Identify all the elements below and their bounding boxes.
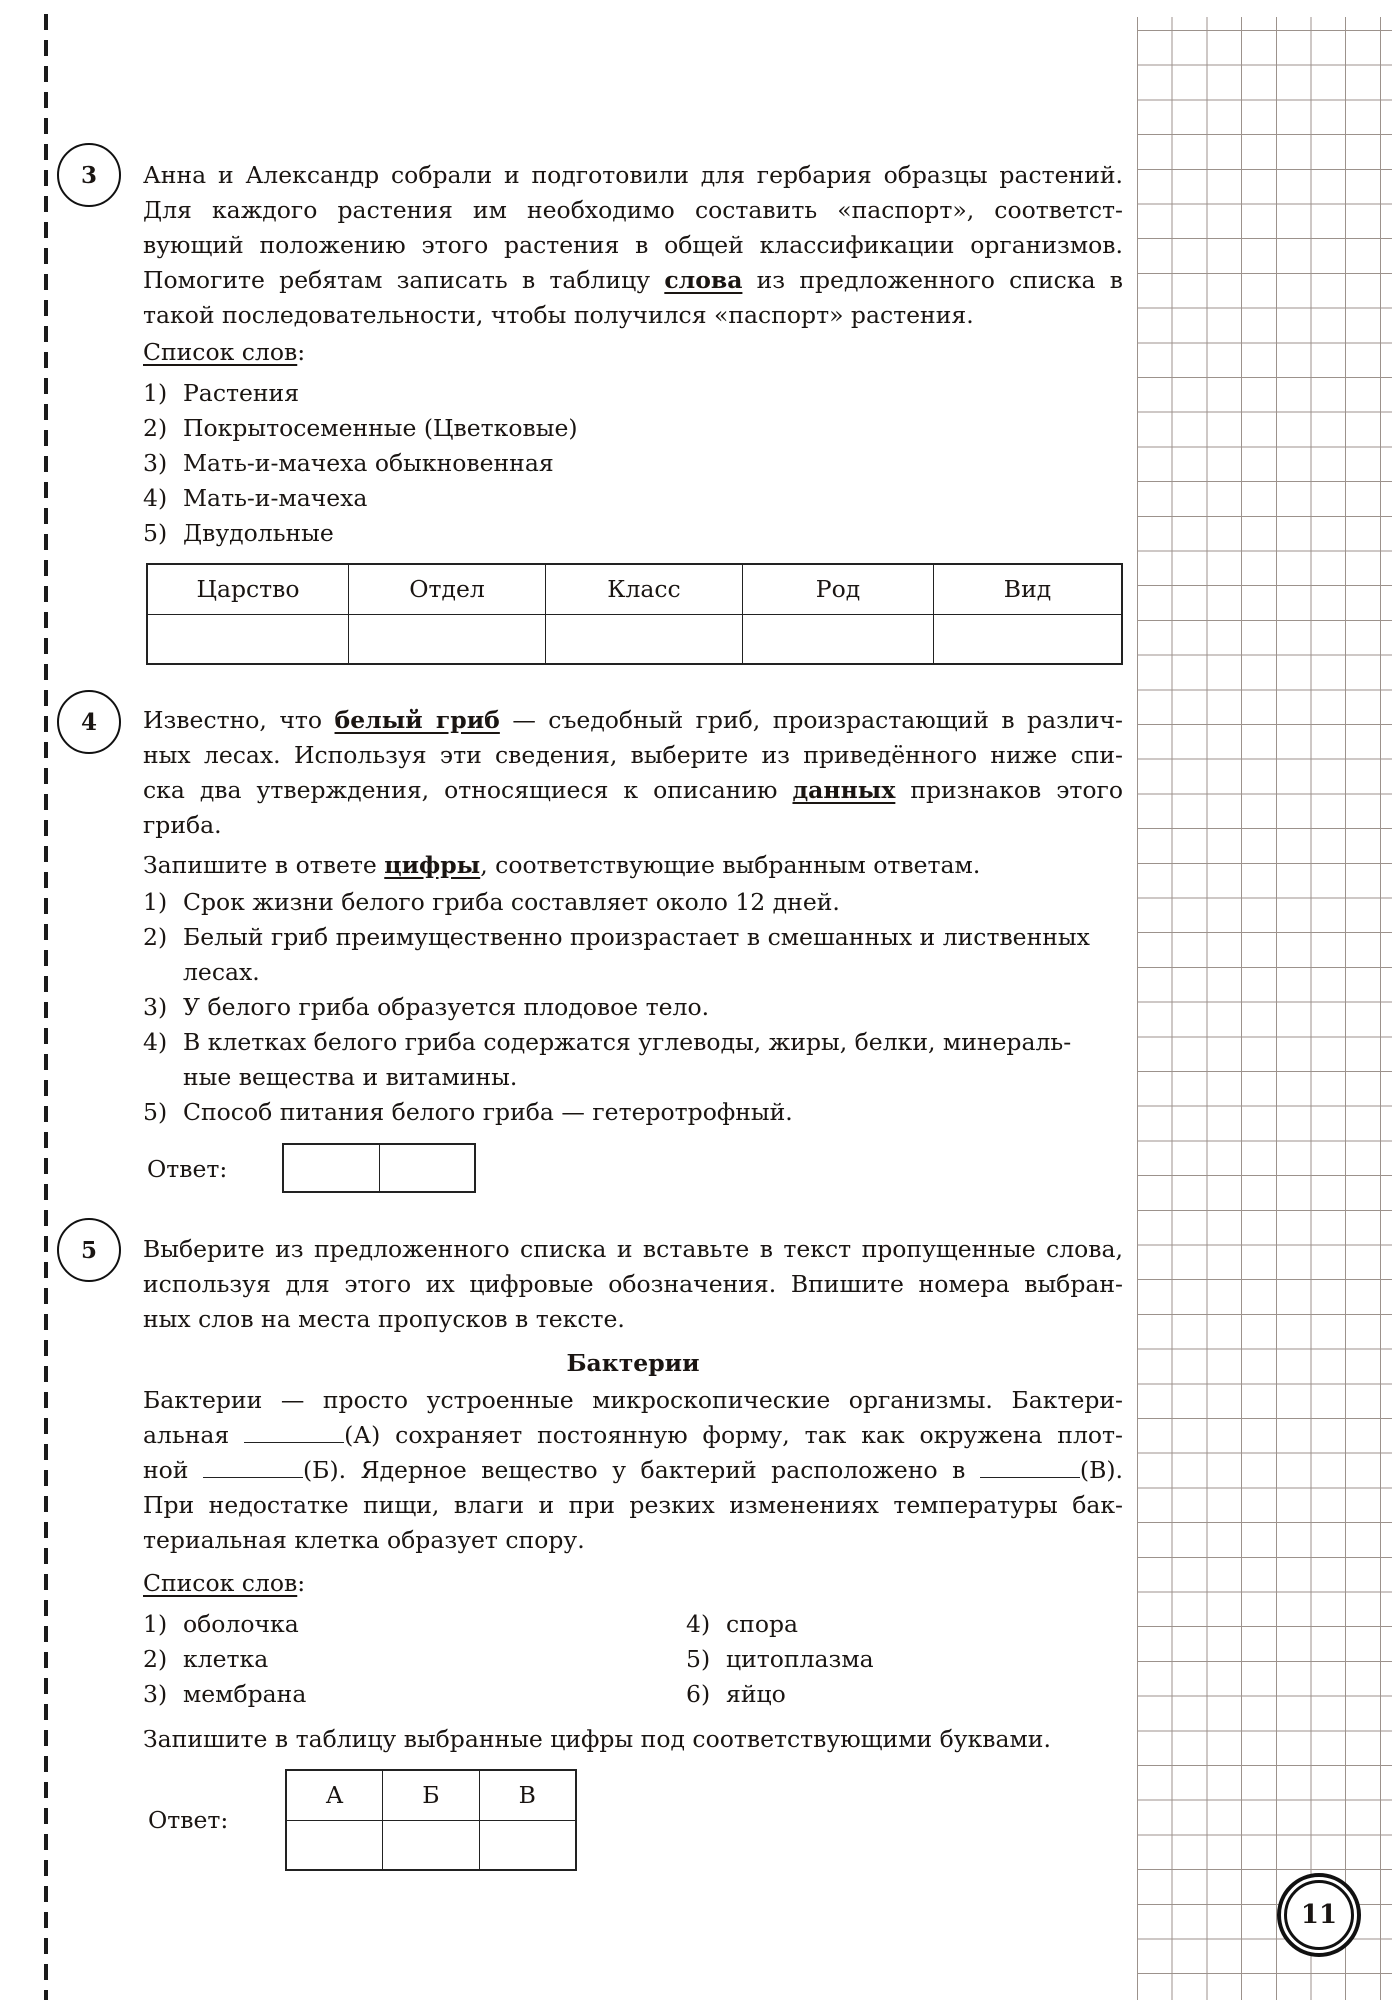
q5-text-line: используя для этого их цифровые обозначения. Впишите номера выбран- xyxy=(143,1270,1123,1298)
graph-paper-margin xyxy=(1137,0,1392,2000)
q3-classification-table xyxy=(146,563,1123,665)
q5-word-item xyxy=(686,1642,874,1677)
q3-word-list-title xyxy=(143,335,305,370)
blank-v[interactable] xyxy=(980,1455,1080,1478)
page-number-inner-ring xyxy=(1284,1880,1354,1950)
item-text: оболочка xyxy=(183,1610,299,1638)
text-segment: (В). xyxy=(1079,1456,1123,1484)
text-segment: ной xyxy=(143,1456,189,1484)
option-text: У белого гриба образуется плодовое тело. xyxy=(183,993,710,1021)
option-number: 2) xyxy=(143,923,168,951)
item-number: 2) xyxy=(143,414,168,442)
q5-word-item xyxy=(686,1607,798,1642)
answer-cell-species[interactable] xyxy=(934,614,1123,664)
q3-word-item xyxy=(143,516,334,551)
q5-word-item xyxy=(143,1642,268,1677)
colon: : xyxy=(297,338,306,366)
page-number-badge xyxy=(1277,1873,1361,1957)
question-number-4 xyxy=(57,690,121,754)
emphasis-words: белый гриб xyxy=(334,706,500,734)
question-number-5 xyxy=(57,1218,121,1282)
text-segment: , соответствующие выбранным ответам. xyxy=(480,851,981,879)
answer-cell-genus[interactable] xyxy=(743,614,934,664)
item-number: 1) xyxy=(143,1610,168,1638)
item-text: цитоплазма xyxy=(726,1645,874,1673)
q5-passage-line: териальная клетка образует спору. xyxy=(143,1526,585,1554)
colon: : xyxy=(297,1569,306,1597)
text-segment: (А) сохраняет постоянную форму, так как окружена плот- xyxy=(344,1421,1123,1449)
q4-option xyxy=(143,990,709,1025)
item-number: 5) xyxy=(143,519,168,547)
q4-option-continuation: лесах. xyxy=(183,958,260,986)
question-number-label: 4 xyxy=(80,708,97,736)
item-text: спора xyxy=(726,1610,799,1638)
q3-word-item xyxy=(143,411,578,446)
q5-word-item xyxy=(686,1677,786,1712)
q5-answer-table xyxy=(285,1769,577,1871)
q5-word-list-title xyxy=(143,1566,305,1601)
q4-text-line xyxy=(143,773,1123,808)
item-text: Мать-и-мачеха обыкновенная xyxy=(183,449,554,477)
item-text: Покрытосеменные (Цветковые) xyxy=(183,414,578,442)
option-text: Срок жизни белого гриба составляет около 12 дней. xyxy=(183,888,840,916)
q4-option xyxy=(143,885,840,920)
list-title: Список слов xyxy=(143,338,298,366)
text-segment: ска два утверждения, относящиеся к описанию xyxy=(143,776,778,804)
q4-option-continuation: ные вещества и витамины. xyxy=(183,1063,518,1091)
text-segment: Запишите в ответе xyxy=(143,851,377,879)
q3-word-item xyxy=(143,481,367,516)
q5-passage-line xyxy=(143,1453,1123,1488)
q4-option xyxy=(143,1025,1071,1060)
item-number: 1) xyxy=(143,379,168,407)
cut-line xyxy=(44,14,48,2000)
answer-cell-b[interactable] xyxy=(383,1820,480,1870)
question-number-label: 5 xyxy=(80,1236,97,1264)
item-number: 6) xyxy=(686,1680,711,1708)
emphasis-words: слова xyxy=(664,266,743,294)
item-number: 5) xyxy=(686,1645,711,1673)
item-text: Мать-и-мачеха xyxy=(183,484,368,512)
item-number: 4) xyxy=(686,1610,711,1638)
answer-cell-kingdom[interactable] xyxy=(147,614,349,664)
header-kingdom: Царство xyxy=(147,564,349,614)
answer-cell-division[interactable] xyxy=(349,614,546,664)
q3-text-line: Для каждого растения им необходимо составить «паспорт», соответст- xyxy=(143,196,1123,224)
q3-word-item xyxy=(143,376,299,411)
q5-text-line: ных слов на места пропусков в тексте. xyxy=(143,1305,625,1333)
answer-cell-v[interactable] xyxy=(479,1820,576,1870)
item-number: 3) xyxy=(143,1680,168,1708)
header-division: Отдел xyxy=(349,564,546,614)
q4-instruction xyxy=(143,848,1123,883)
item-text: Двудольные xyxy=(183,519,334,547)
page-number: 11 xyxy=(1300,1900,1338,1930)
item-text: яйцо xyxy=(726,1680,786,1708)
q5-passage-line: При недостатке пищи, влаги и при резких изменениях температуры бак- xyxy=(143,1491,1123,1519)
blank-a[interactable] xyxy=(244,1420,344,1443)
text-segment: альная xyxy=(143,1421,230,1449)
text-segment: Помогите ребятам записать в таблицу xyxy=(143,266,651,294)
emphasis-words: данных xyxy=(792,776,896,804)
q5-word-item xyxy=(143,1677,306,1712)
header-class: Класс xyxy=(546,564,743,614)
answer-digit-2[interactable] xyxy=(379,1144,475,1192)
q3-word-item xyxy=(143,446,554,481)
q3-text-line: Анна и Александр собрали и подготовили для гербария образцы растений. xyxy=(143,161,1123,189)
option-text: Способ питания белого гриба — гетеротрофный. xyxy=(183,1098,793,1126)
answer-header-a: А xyxy=(286,1770,383,1820)
q3-text-line xyxy=(143,263,1123,298)
q4-option xyxy=(143,1095,793,1130)
q4-text-line xyxy=(143,703,1123,738)
item-number: 3) xyxy=(143,449,168,477)
q4-answer-boxes xyxy=(282,1143,476,1193)
item-number: 4) xyxy=(143,484,168,512)
list-title: Список слов xyxy=(143,1569,298,1597)
q5-text-line: Выберите из предложенного списка и вставьте в текст пропущенные слова, xyxy=(143,1235,1123,1263)
option-number: 3) xyxy=(143,993,168,1021)
answer-header-b: Б xyxy=(383,1770,480,1820)
question-number-3 xyxy=(57,143,121,207)
text-segment: признаков этого xyxy=(910,776,1123,804)
q3-text-line: такой последовательности, чтобы получился «паспорт» растения. xyxy=(143,301,974,329)
q5-instruction: Запишите в таблицу выбранные цифры под соответствующими буквами. xyxy=(143,1725,1051,1753)
q5-passage-title: Бактерии xyxy=(566,1349,700,1377)
item-number: 2) xyxy=(143,1645,168,1673)
q5-word-item xyxy=(143,1607,299,1642)
text-segment: из предложенного списка в xyxy=(756,266,1123,294)
item-text: клетка xyxy=(183,1645,269,1673)
header-species: Вид xyxy=(934,564,1123,614)
q3-text-line: вующий положению этого растения в общей классификации организмов. xyxy=(143,231,1123,259)
text-segment: (Б). Ядерное вещество у бактерий расположено в xyxy=(303,1456,966,1484)
q4-text-line: ных лесах. Используя эти сведения, выберите из приведённого ниже спи- xyxy=(143,741,1123,769)
option-number: 4) xyxy=(143,1028,168,1056)
text-segment: Известно, что xyxy=(143,706,323,734)
q4-text-line: гриба. xyxy=(143,811,222,839)
grid-top-margin xyxy=(1137,0,1392,17)
q5-passage-line: Бактерии — просто устроенные микроскопические организмы. Бактери- xyxy=(143,1386,1123,1414)
answer-cell-a[interactable] xyxy=(286,1820,383,1870)
emphasis-words: цифры xyxy=(384,851,481,879)
blank-b[interactable] xyxy=(203,1455,303,1478)
q4-answer-label: Ответ: xyxy=(147,1155,228,1183)
option-number: 5) xyxy=(143,1098,168,1126)
option-number: 1) xyxy=(143,888,168,916)
q4-option xyxy=(143,920,1123,955)
q5-answer-label: Ответ: xyxy=(148,1806,229,1834)
q5-passage-line xyxy=(143,1418,1123,1453)
item-text: Растения xyxy=(183,379,300,407)
header-genus: Род xyxy=(743,564,934,614)
option-text: В клетках белого гриба содержатся углеводы, жиры, белки, минераль- xyxy=(183,1028,1072,1056)
option-text: Белый гриб преимущественно произрастает в смешанных и лиственных xyxy=(183,923,1090,951)
answer-header-v: В xyxy=(479,1770,576,1820)
item-text: мембрана xyxy=(183,1680,307,1708)
answer-digit-1[interactable] xyxy=(283,1144,379,1192)
answer-cell-class[interactable] xyxy=(546,614,743,664)
text-segment: — съедобный гриб, произрастающий в различ- xyxy=(512,706,1123,734)
question-number-label: 3 xyxy=(80,161,97,189)
